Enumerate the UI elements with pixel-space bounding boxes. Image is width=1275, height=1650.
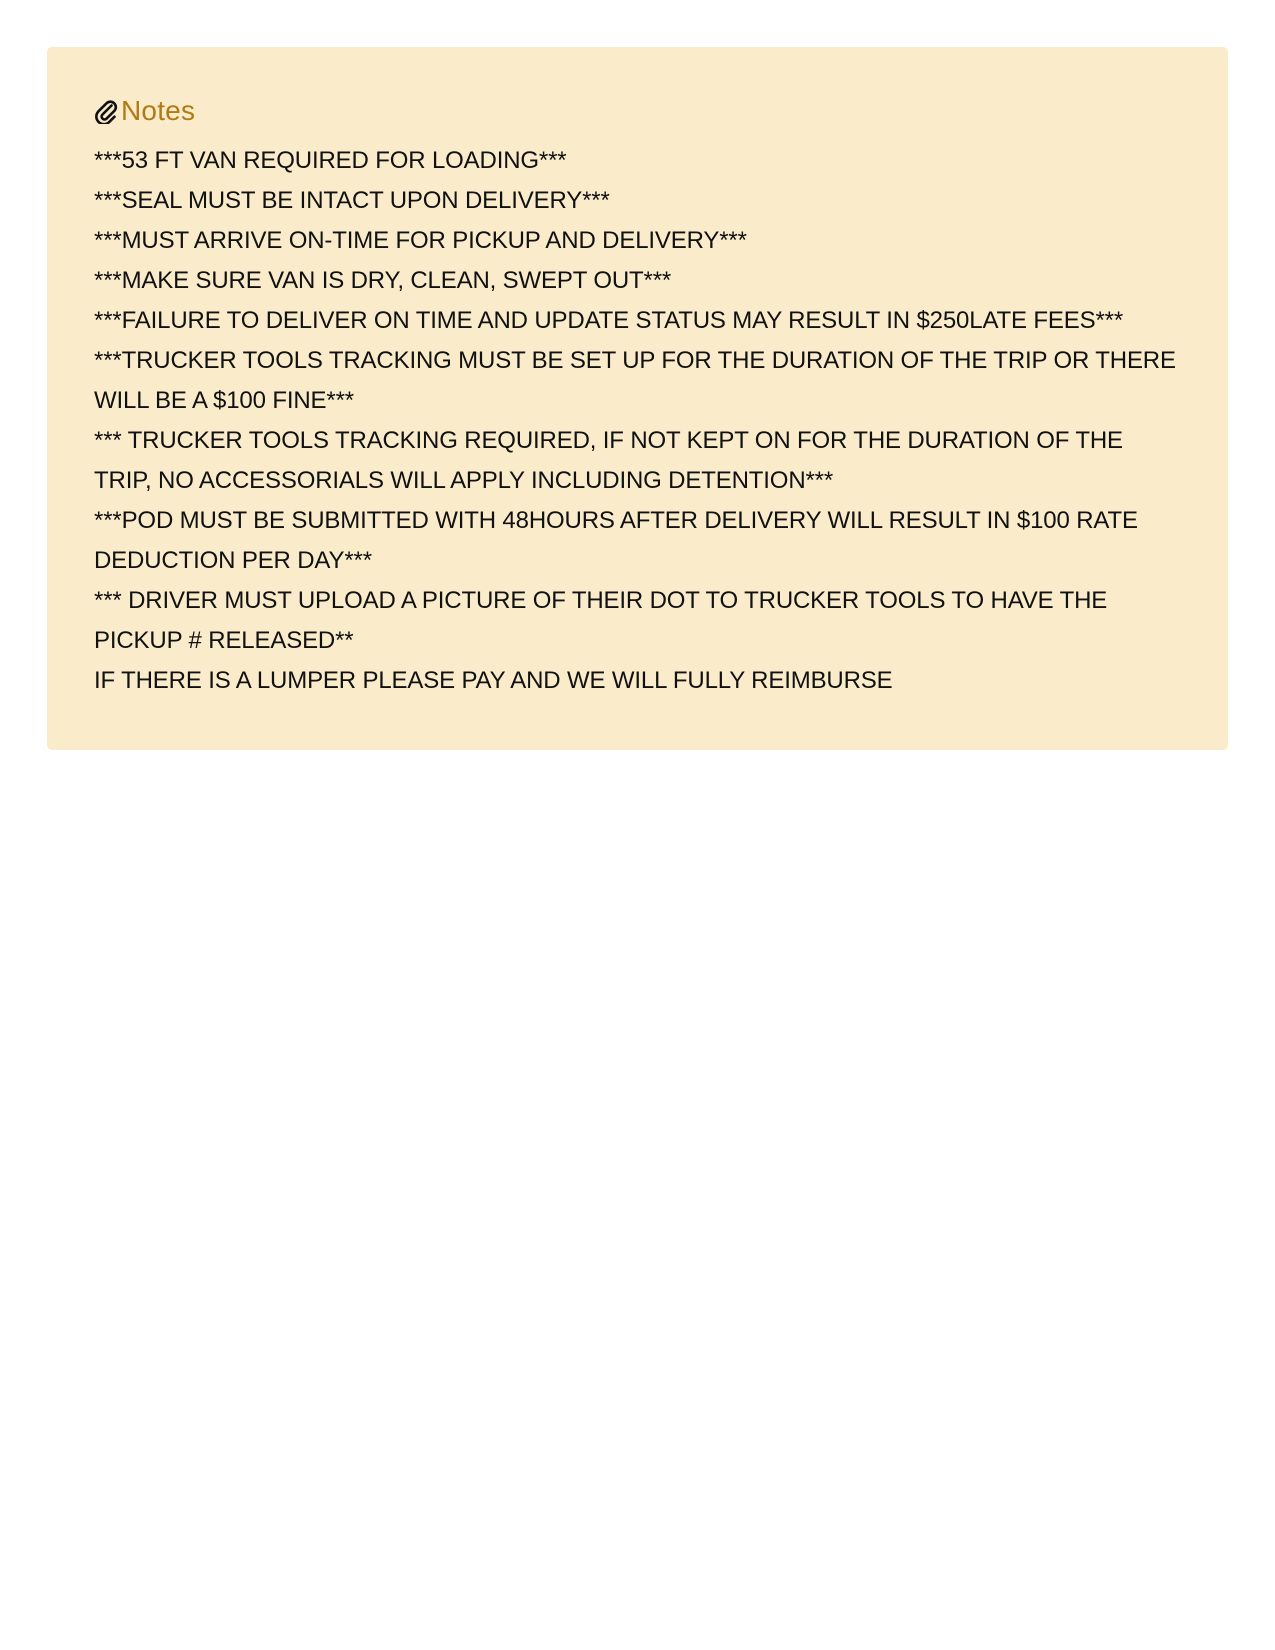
note-line: *** TRUCKER TOOLS TRACKING REQUIRED, IF NOT KEPT ON FOR THE DURATION OF THE TRIP, NO ACCESSORIALS WILL APPLY INCLUDING DETENTION*** bbox=[94, 427, 1123, 494]
note-line: ***53 FT VAN REQUIRED FOR LOADING*** bbox=[94, 147, 567, 174]
note-line: ***FAILURE TO DELIVER ON TIME AND UPDATE STATUS MAY RESULT IN $250LATE FEES*** bbox=[94, 307, 1124, 334]
note-line: ***TRUCKER TOOLS TRACKING MUST BE SET UP FOR THE DURATION OF THE TRIP OR THERE WILL BE A $100 FINE*** bbox=[94, 347, 1176, 414]
notes-card bbox=[47, 47, 1228, 750]
note-line: ***SEAL MUST BE INTACT UPON DELIVERY*** bbox=[94, 187, 610, 214]
note-line: *** DRIVER MUST UPLOAD A PICTURE OF THEIR DOT TO TRUCKER TOOLS TO HAVE THE PICKUP # RELEASED** bbox=[94, 587, 1108, 654]
note-line: ***MAKE SURE VAN IS DRY, CLEAN, SWEPT OUT*** bbox=[94, 267, 672, 294]
notes-title: Notes bbox=[121, 95, 196, 126]
notes-header bbox=[94, 91, 1181, 131]
note-line: ***MUST ARRIVE ON-TIME FOR PICKUP AND DELIVERY*** bbox=[94, 227, 747, 254]
paperclip-icon bbox=[94, 98, 120, 124]
notes-list bbox=[94, 141, 1181, 701]
note-line: ***POD MUST BE SUBMITTED WITH 48HOURS AFTER DELIVERY WILL RESULT IN $100 RATE DEDUCTION PER DAY*** bbox=[94, 507, 1138, 574]
note-line: IF THERE IS A LUMPER PLEASE PAY AND WE WILL FULLY REIMBURSE bbox=[94, 667, 893, 694]
